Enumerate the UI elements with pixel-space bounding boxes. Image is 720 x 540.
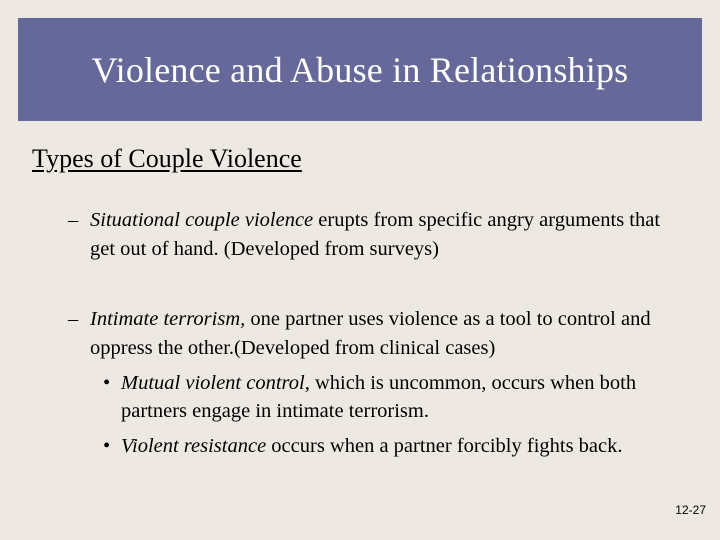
description-intimate-terrorism: one partner uses violence as a tool to control and oppress the other.(Developed from clinical cases) — [90, 308, 651, 359]
term-intimate-terrorism: Intimate terrorism, — [90, 308, 246, 330]
sub-item-text — [103, 432, 693, 460]
list-item-intimate-terrorism — [70, 305, 690, 363]
title-banner — [18, 18, 702, 121]
description-situational: erupts from specific angry arguments that get out of hand. (Developed from surveys) — [90, 209, 661, 260]
slide-title: Violence and Abuse in Relationships — [91, 49, 629, 90]
list-item-text — [70, 305, 690, 363]
description-violent-resistance: occurs when a partner forcibly fights back. — [266, 435, 623, 457]
slide-number: 12-27 — [675, 503, 706, 517]
description-mutual-violent-control: which is uncommon, occurs when both partners engage in intimate terrorism. — [121, 372, 637, 422]
list-item-situational-violence — [70, 206, 690, 264]
bullet-marker: • — [103, 435, 111, 457]
sub-item-text — [103, 369, 693, 425]
dash-marker: – — [68, 209, 79, 231]
list-item-text — [70, 206, 690, 264]
slide-subtitle: Types of Couple Violence — [32, 144, 302, 173]
term-violent-resistance: Violent resistance — [121, 435, 267, 457]
bullet-marker: • — [103, 372, 111, 394]
term-situational-couple-violence: Situational couple violence — [90, 209, 314, 231]
term-mutual-violent-control: Mutual violent control, — [121, 372, 310, 394]
sub-item-mutual-violent-control — [103, 369, 693, 425]
dash-marker: – — [68, 308, 79, 330]
sub-item-violent-resistance — [103, 432, 693, 460]
